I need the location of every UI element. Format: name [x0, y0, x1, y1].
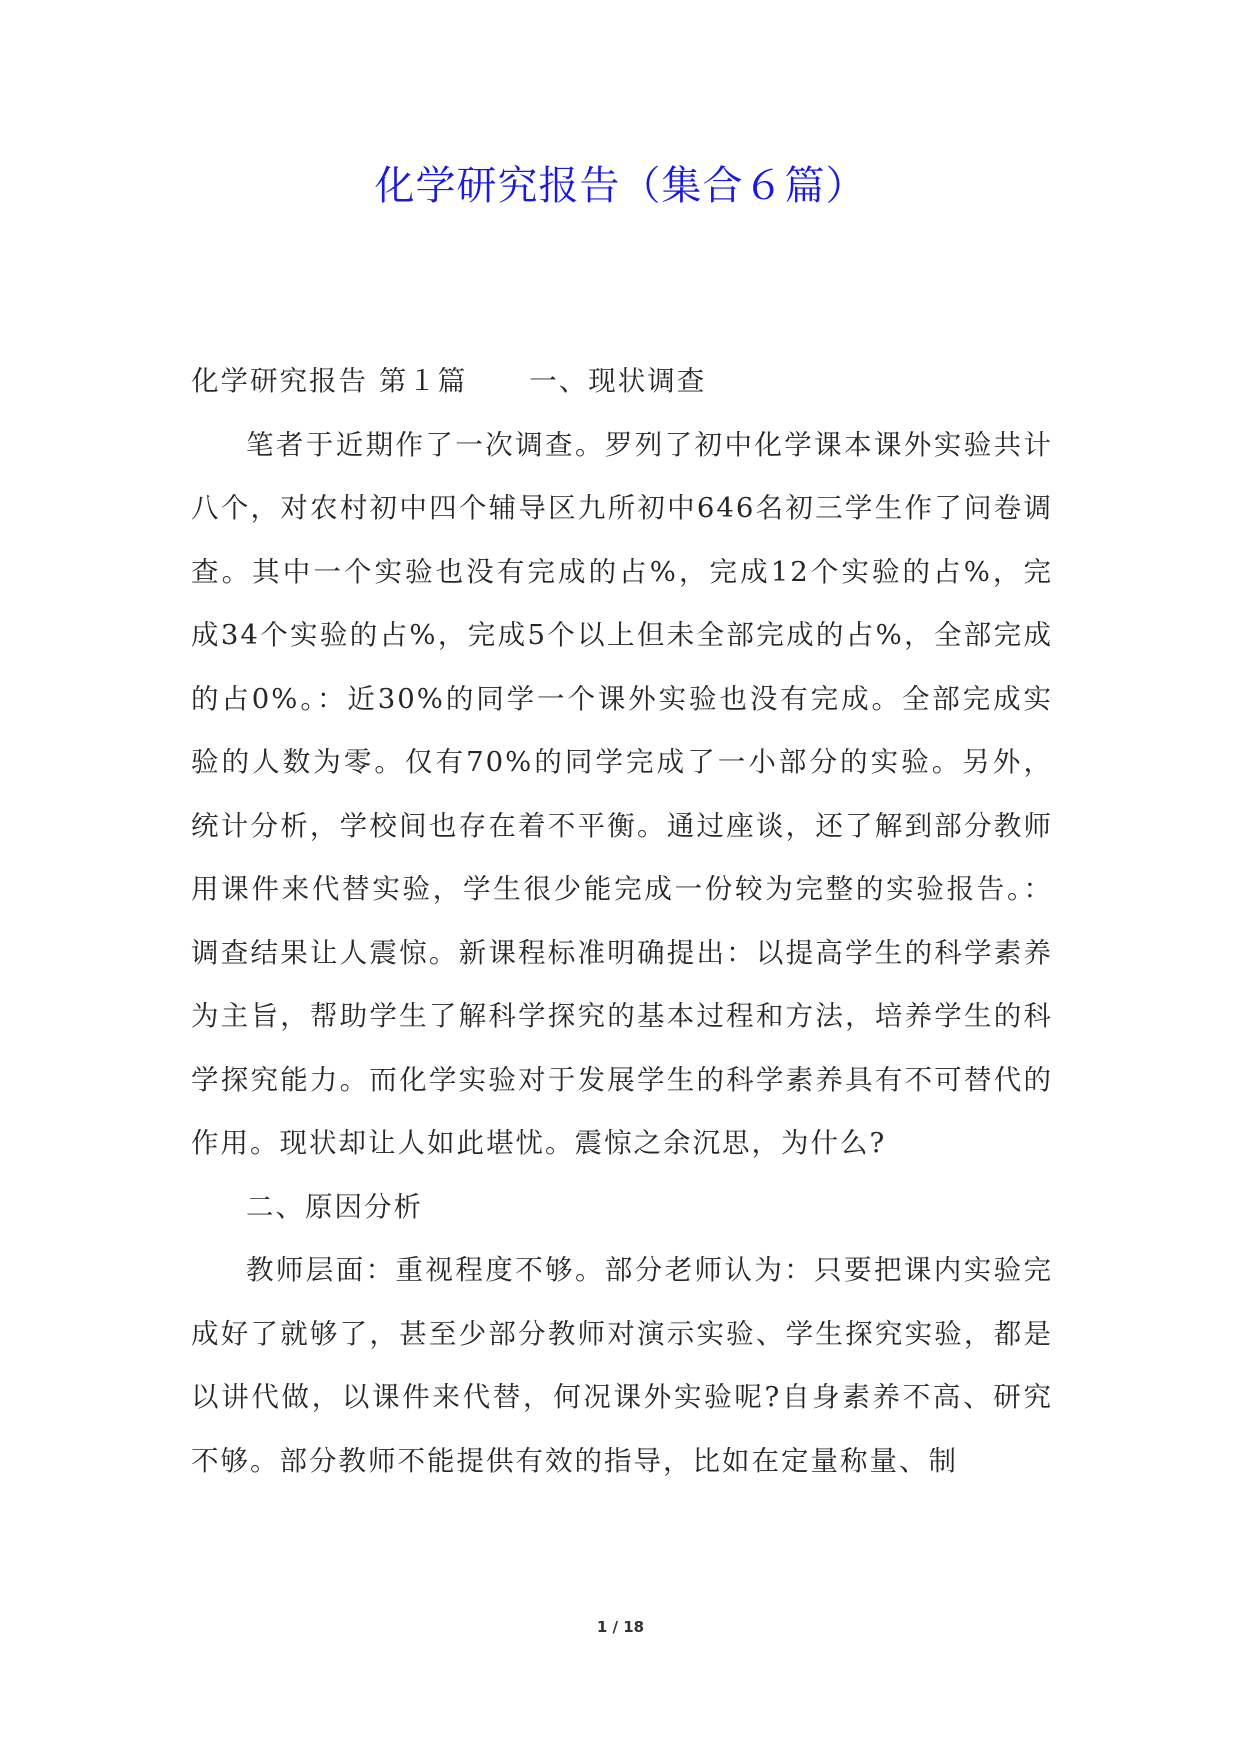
- section-heading: 一、现状调查: [529, 365, 707, 397]
- section-heading: 二、原因分析: [246, 1190, 423, 1223]
- paragraph: 笔者于近期作了一次调查。罗列了初中化学课本课外实验共计八个，对农村初中四个辅导区九所初中646名初三学生作了问卷调查。其中一个实验也没有完成的占%，完成12个实验的占%，完成34个实验的占%，完成5个以上但未全部完成的占%，全部完成的占0%。：近30%的同学一个课外实验也没有完成。全部完成实验的人数为零。仅有70%的同学完成了一小部分的实验。另外，统计分析，学校间也存在着不平衡。通过座谈，还了解到部分教师用课件来代替实验，学生很少能完成一份较为完整的实验报告。：调查结果让人震惊。新课程标准明确提出：以提高学生的科学素养为主旨，帮助学生了解科学探究的基本过程和方法，培养学生的科学探究能力。而化学实验对于发展学生的科学素养具有不可替代的作用。现状却让人如此堪忧。震惊之余沉思，为什么?: [191, 428, 1053, 1159]
- document-body: [191, 350, 1053, 1493]
- paragraph: 教师层面：重视程度不够。部分老师认为：只要把课内实验完成好了就够了，甚至少部分教师对演示实验、学生探究实验，都是以讲代做，以课件来代替，何况课外实验呢?自身素养不高、研究不够。部分教师不能提供有效的指导，比如在定量称量、制: [191, 1254, 1053, 1477]
- intro-line: [191, 350, 1053, 414]
- intro-label: 化学研究报告 第１篇: [191, 365, 468, 397]
- document-title: 化学研究报告（集合６篇）: [374, 163, 867, 209]
- page-number: 1 / 18: [596, 1618, 645, 1636]
